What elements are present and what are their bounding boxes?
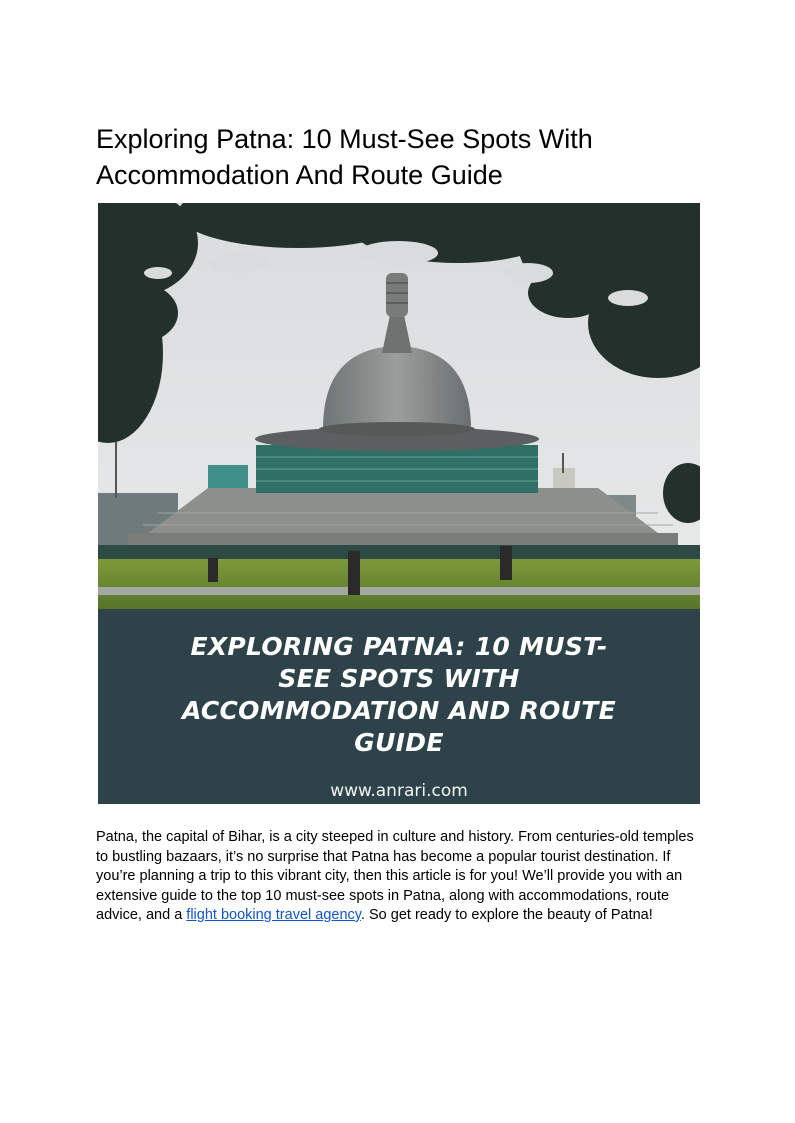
stupa-photo (98, 203, 700, 609)
page-title: Exploring Patna: 10 Must-See Spots With Accommodation And Route Guide (96, 124, 593, 190)
intro-text-after-link: . So get ready to explore the beauty of Patna! (360, 907, 653, 923)
hero-banner (98, 609, 700, 804)
banner-title: EXPLORING PATNA: 10 MUST-SEE SPOTS WITH ACCOMMODATION AND ROUTE GUIDE (181, 632, 617, 757)
intro-paragraph (96, 828, 704, 926)
banner-url: www.anrari.com (330, 781, 468, 801)
flight-booking-link[interactable]: flight booking travel agency (186, 907, 361, 923)
hero-image (98, 203, 700, 804)
intro-text-before-link: Patna, the capital of Bihar, is a city steeped in culture and history. From centuries-old temples to bustling bazaars, it’s no surprise that Patna has become a popular tourist destination. If you’re planning a trip to this vibrant city, then this article is for you! We’ll provide you with an extensive guide to the top 10 must-see spots in Patna, along with accommodations, route advice, and a (96, 829, 694, 923)
